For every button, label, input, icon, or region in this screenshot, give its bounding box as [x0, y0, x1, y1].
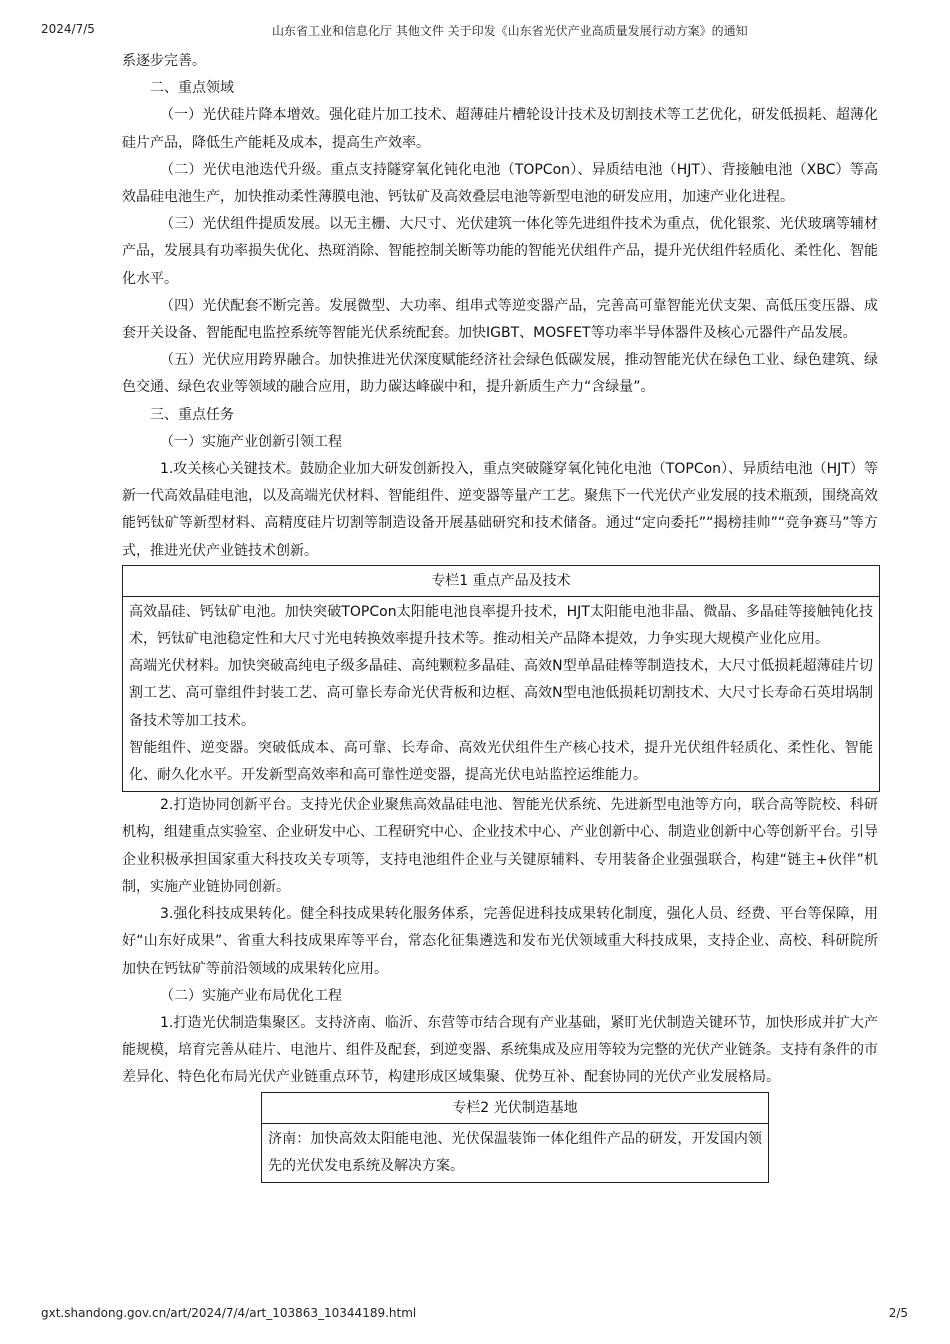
paragraph: 系逐步完善。: [122, 53, 206, 69]
print-date: 2024/7/5: [41, 22, 95, 36]
paragraph: （二）光伏电池迭代升级。重点支持隧穿氧化钝化电池（TOPCon）、异质结电池（HJT）、背接触电池（XBC）等高效晶硅电池生产，加快推动柔性薄膜电池、钙钛矿及高效叠层电池等新型电池的研发应用，加速产业化进程。: [122, 161, 878, 206]
paragraph: （五）光伏应用跨界融合。加快推进光伏深度赋能经济社会绿色低碳发展，推动智能光伏在绿色工业、绿色建筑、绿色交通、绿色农业等领域的融合应用，助力碳达峰碳中和，提升新质生产力“含绿量”。: [122, 352, 878, 396]
feature-box-body: [262, 1124, 768, 1182]
document-body: [122, 48, 878, 1183]
feature-box-2: [261, 1092, 769, 1183]
paragraph: 1.攻关核心关键技术。鼓励企业加大研发创新投入，重点突破隧穿氧化钝化电池（TOPCon）、异质结电池（HJT）等新一代高效晶硅电池，以及高端光伏材料、智能组件、逆变器等量产工艺。聚焦下一代光伏产业发展的技术瓶颈，围绕高效能钙钛矿等新型材料、高精度硅片切割等制造设备开展基础研究和技术储备。通过“定向委托”“揭榜挂帅”“竞争赛马”等方式，推进光伏产业链技术创新。: [122, 461, 878, 559]
subsection-heading: （二）实施产业布局优化工程: [160, 987, 342, 1004]
subsection-heading: （一）实施产业创新引领工程: [160, 433, 342, 450]
document-header-title: 山东省工业和信息化厅 其他文件 关于印发《山东省光伏产业高质量发展行动方案》的通知: [272, 24, 748, 38]
paragraph: 1.打造光伏制造集聚区。支持济南、临沂、东营等市结合现有产业基础，紧盯光伏制造关键环节，加快形成并扩大产能规模，培育完善从硅片、电池片、组件及配套，到逆变器、系统集成及应用等较为完整的光伏产业链条。支持有条件的市差异化、特色化布局光伏产业链重点环节，构建形成区域集聚、优势互补、配套协同的光伏产业发展格局。: [122, 1014, 878, 1086]
feature-box-item: 济南：加快高效太阳能电池、光伏保温装饰一体化组件产品的研发，开发国内领先的光伏发电系统及解决方案。: [268, 1130, 762, 1174]
section-heading: 二、重点领域: [150, 80, 234, 97]
feature-box-title: 专栏2 光伏制造基地: [262, 1093, 768, 1124]
page-url: gxt.shandong.gov.cn/art/2024/7/4/art_103863_10344189.html: [41, 1306, 417, 1320]
paragraph: 3.强化科技成果转化。健全科技成果转化服务体系，完善促进科技成果转化制度，强化人员、经费、平台等保障，用好“山东好成果”、省重大科技成果库等平台，常态化征集遴选和发布光伏领域重大科技成果，支持企业、高校、科研院所加快在钙钛矿等前沿领域的成果转化应用。: [122, 906, 878, 977]
feature-box-item: 智能组件、逆变器。突破低成本、高可靠、长寿命、高效光伏组件生产核心技术，提升光伏组件轻质化、柔性化、智能化、耐久化水平。开发新型高效率和高可靠性逆变器，提高光伏电站监控运维能力。: [129, 739, 873, 784]
feature-box-item: 高效晶硅、钙钛矿电池。加快突破TOPCon太阳能电池良率提升技术，HJT太阳能电池非晶、微晶、多晶硅等接触钝化技术，钙钛矿电池稳定性和大尺寸光电转换效率提升技术等。推动相关产品降本提效，力争实现大规模产业化应用。: [129, 603, 873, 648]
feature-box-item: 高端光伏材料。加快突破高纯电子级多晶硅、高纯颗粒多晶硅、高效N型单晶硅棒等制造技术，大尺寸低损耗超薄硅片切割工艺、高可靠组件封装工艺、高可靠长寿命光伏背板和边框、高效N型电池低损耗切割技术、大尺寸长寿命石英坩埚制备技术等加工技术。: [129, 658, 873, 729]
paragraph: （三）光伏组件提质发展。以无主栅、大尺寸、光伏建筑一体化等先进组件技术为重点，优化银浆、光伏玻璃等辅材产品，发展具有功率损失优化、热斑消除、智能控制关断等功能的智能光伏组件产品，提升光伏组件轻质化、柔性化、智能化水平。: [122, 216, 878, 287]
feature-box-body: [123, 597, 879, 791]
paragraph: （一）光伏硅片降本增效。强化硅片加工技术、超薄硅片槽轮设计技术及切割技术等工艺优化，研发低损耗、超薄化硅片产品，降低生产能耗及成本，提高生产效率。: [122, 107, 878, 151]
feature-box-1: [122, 565, 880, 792]
section-heading: 三、重点任务: [150, 406, 234, 423]
page-number: 2/5: [888, 1306, 908, 1320]
paragraph: 2.打造协同创新平台。支持光伏企业聚焦高效晶硅电池、智能光伏系统、先进新型电池等方向，联合高等院校、科研机构，组建重点实验室、企业研发中心、工程研究中心、企业技术中心、产业创新中心、制造业创新中心等创新平台。引导企业积极承担国家重大科技攻关专项等，支持电池组件企业与关键原辅料、专用装备企业强强联合，构建“链主+伙伴”机制，实施产业链协同创新。: [122, 797, 878, 895]
paragraph: （四）光伏配套不断完善。发展微型、大功率、组串式等逆变器产品，完善高可靠智能光伏支架、高低压变压器、成套开关设备、智能配电监控系统等智能光伏系统配套。加快IGBT、MOSFET等功率半导体器件及核心元器件产品发展。: [122, 297, 878, 342]
feature-box-title: 专栏1 重点产品及技术: [123, 566, 879, 597]
